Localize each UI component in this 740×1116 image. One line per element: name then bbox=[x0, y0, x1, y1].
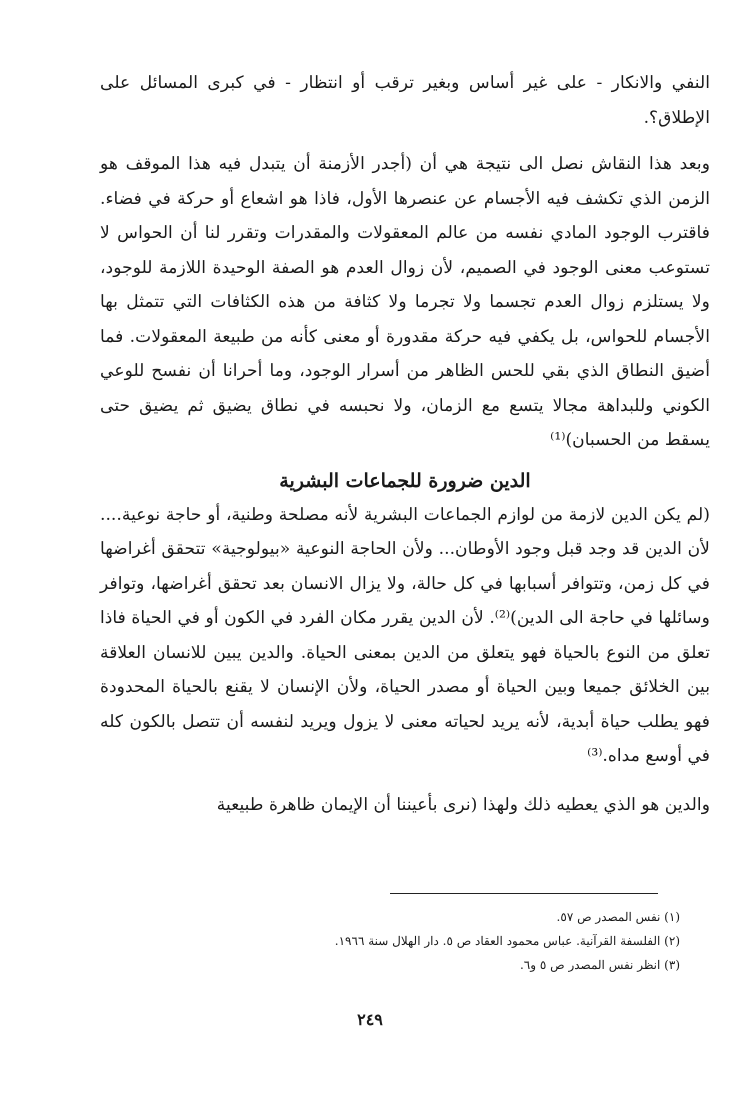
page-number: ٢٤٩ bbox=[357, 1010, 383, 1029]
paragraph-religion-necessity: (لم يكن الدين لازمة من لوازم الجماعات البشرية لأنه مصلحة وطنية، أو حاجة نوعية.... لأن الدين قد وجد قبل وجود الأوطان... ولأن الحاجة النوعية «بيولوجية» تتحقق أغراضها في كل زمن، وتتوافر أسبابها في كل حالة، ولا يزال الانسان بعد تحقق أغراضها، وتوافر وسائلها في حاجة الى الدين)⁽²⁾. لأن الدين يقرر مكان الفرد في الكون أو في الحياة فاذا تعلق من النوع بالحياة فهو يتعلق من الدين بمعنى الحياة. والدين يبين للانسان العلاقة بين الخلائق جميعا وبين الحياة أو مصدر الحياة، ولأن الإنسان لا يقنع بالحياة المحدودة فهو يطلب حياة أبدية، لأنه يريد لحياته معنى لا يزول ويريد لنفسه أن تتصل بالكون كله في أوسع مداه.⁽³⁾ bbox=[100, 504, 710, 766]
footnotes bbox=[120, 905, 680, 977]
page-body bbox=[100, 66, 710, 822]
footnote-divider bbox=[390, 893, 658, 894]
footnote-2: (٢) الفلسفة القرآنية. عباس محمود العقاد ص ٥. دار الهلال سنة ١٩٦٦. bbox=[334, 934, 680, 948]
paragraph-conclusion: وبعد هذا النقاش نصل الى نتيجة هي أن (أجدر الأزمنة أن يتبدل فيه هذا الموقف هو الزمن الذي تكشف فيه الأجسام عن عنصرها الأول، فاذا هو اشعاع أو حركة في فضاء. فاقترب الوجود المادي نفسه من عالم المعقولات والمقدرات وتقرر لنا أن الحواس لا تستوعب معنى الوجود في الصميم، لأن زوال العدم هو الصفة الوحيدة اللازمة للوجود، ولا يستلزم زوال العدم تجسما ولا تجرما ولا كثافة من هذه الكثافات التي تتمثل بها الأجسام للحواس، بل يكفي فيه حركة مقدورة أو معنى كأنه من طبيعة المعقولات. فما أضيق النطاق الذي بقي للحس الظاهر من أسرار الوجود، وما أحرانا أن نفسح للوعي الكوني وللبداهة مجالا يتسع مع الزمان، ولا نحبسه في نطاق يضيق ثم يضيق حتى يسقط من الحسبان)⁽¹⁾ bbox=[100, 154, 710, 450]
paragraph-continuation: والدين هو الذي يعطيه ذلك ولهذا (نرى بأعيننا أن الإيمان ظاهرة طبيعية bbox=[216, 794, 710, 815]
footnote-1: (١) نفس المصدر ص ٥٧. bbox=[556, 910, 680, 924]
footnote-3: (٣) انظر نفس المصدر ص ٥ و٦. bbox=[519, 958, 680, 972]
section-heading: الدين ضرورة للجماعات البشرية bbox=[279, 469, 531, 492]
paragraph-opening: النفي والانكار - على غير أساس وبغير ترقب أو انتظار - في كبرى المسائل على الإطلاق؟. bbox=[100, 73, 710, 128]
